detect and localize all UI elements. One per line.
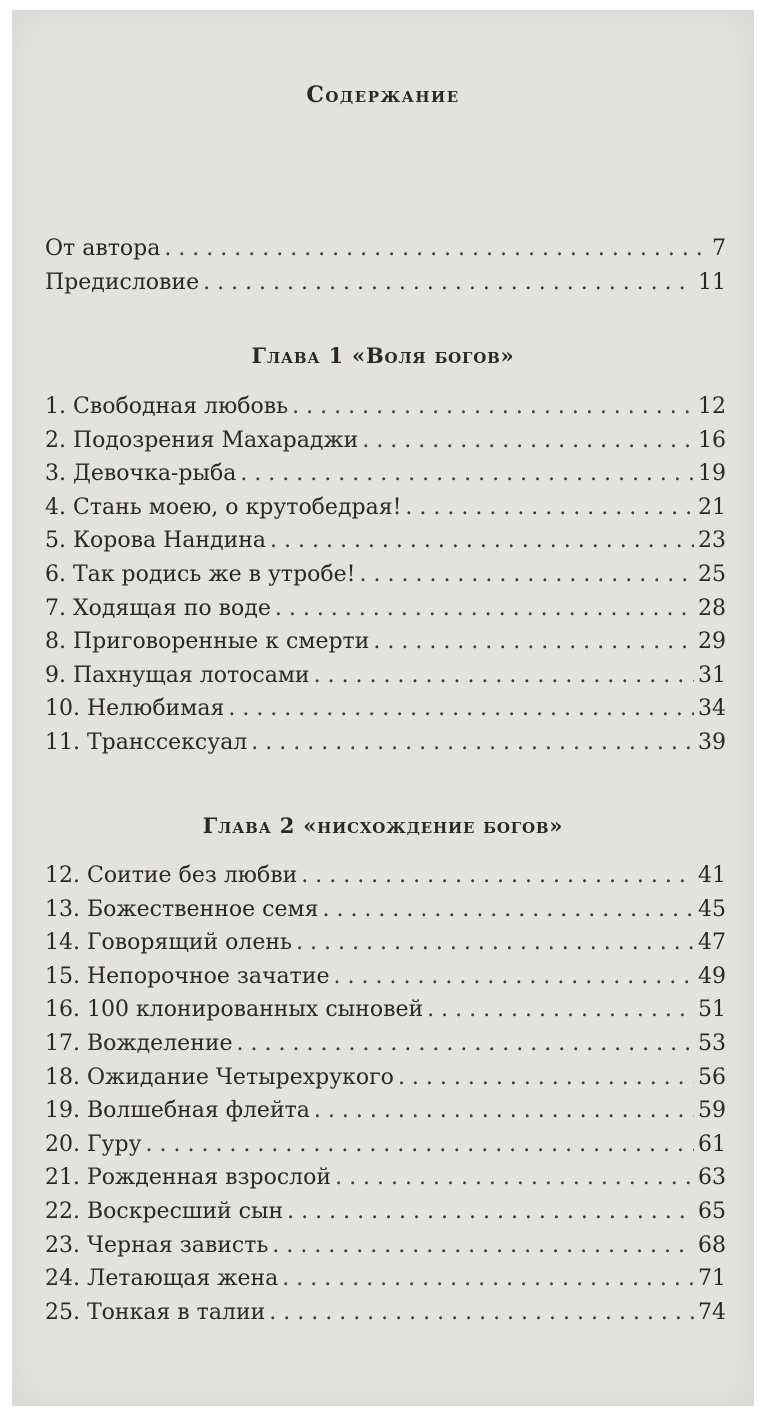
leader-dots [301, 863, 694, 888]
toc-entry [45, 1098, 726, 1132]
toc-entry-label: 4. Стань моею, о крутобедрая! [45, 494, 402, 520]
leader-dots [237, 1031, 694, 1056]
leader-dots [427, 997, 694, 1022]
chapter-2-heading: Глава 2 «нисхождение богов» [202, 813, 564, 838]
toc-entry-label: 14. Говорящий олень [45, 930, 293, 956]
toc-entry [45, 863, 726, 897]
toc-entry [45, 236, 726, 270]
toc-entry [45, 997, 726, 1031]
toc-entry-label: 3. Девочка-рыба [45, 461, 237, 487]
toc-entry-page: 74 [698, 1299, 726, 1325]
toc-entry-page: 49 [698, 963, 726, 989]
toc-entry [45, 1065, 726, 1099]
toc-entry-label: 18. Ожидание Четырехрукого [45, 1064, 394, 1090]
leader-dots [322, 897, 694, 922]
toc-entry [45, 1233, 726, 1267]
leader-dots [251, 730, 694, 755]
leader-dots [296, 930, 694, 955]
toc-entry [45, 629, 726, 663]
toc-entry-label: 15. Непорочное зачатие [45, 963, 330, 989]
leader-dots [287, 1199, 694, 1224]
toc-entry-label: 1. Свободная любовь [45, 394, 289, 419]
toc-entry [45, 1031, 726, 1065]
toc-entry-label: 6. Так родись же в утробе! [45, 561, 356, 587]
toc-entry-label: 22. Воскресший сын [45, 1198, 284, 1224]
chapter-2-list [45, 863, 726, 1333]
toc-entry [45, 1300, 726, 1334]
toc-entry-label: 11. Транссексуал [45, 729, 248, 755]
toc-entry-page: 56 [698, 1064, 726, 1090]
leader-dots [240, 461, 694, 486]
chapter-1-list [45, 394, 726, 764]
toc-entry-page: 28 [698, 595, 726, 621]
leader-dots [335, 1165, 694, 1190]
toc-entry-label: Предисловие [45, 269, 200, 295]
toc-entry-page: 29 [698, 629, 726, 655]
toc-entry-page: 31 [698, 662, 726, 688]
toc-entry [45, 1199, 726, 1233]
toc-entry-label: 17. Вожделение [45, 1030, 233, 1056]
toc-entry [45, 562, 726, 596]
toc-entry-label: 2. Подозрения Махараджи [45, 427, 359, 453]
toc-entry [45, 596, 726, 630]
toc-entry-page: 45 [698, 896, 726, 922]
toc-entry [45, 270, 726, 304]
toc-entry-label: 7. Ходящая по воде [45, 595, 271, 621]
toc-entry [45, 528, 726, 562]
toc-entry [45, 461, 726, 495]
leader-dots [282, 1266, 694, 1291]
toc-entry-label: 25. Тонкая в талии [45, 1299, 266, 1325]
toc-entry-page: 61 [698, 1131, 726, 1157]
front-matter-list [45, 236, 726, 303]
toc-entry [45, 495, 726, 529]
toc-entry-label: 16. 100 клонированных сыновей [45, 997, 424, 1023]
toc-entry [45, 897, 726, 931]
leader-dots [373, 629, 694, 654]
toc-entry-page: 21 [698, 494, 726, 520]
chapter-1-heading: Глава 1 «Воля богов» [251, 343, 515, 368]
leader-dots [334, 964, 694, 989]
toc-entry [45, 1165, 726, 1199]
toc-entry-label: 19. Волшебная флейта [45, 1098, 310, 1124]
toc-entry-page: 65 [698, 1198, 726, 1224]
leader-dots [398, 1065, 694, 1090]
toc-entry-page: 51 [698, 997, 726, 1023]
toc-entry-label: 8. Приговоренные к смерти [45, 629, 370, 655]
leader-dots [292, 394, 694, 419]
toc-entry [45, 663, 726, 697]
toc-entry-page: 41 [698, 863, 726, 888]
leader-dots [362, 428, 694, 453]
toc-entry-page: 34 [698, 696, 726, 722]
toc-entry [45, 428, 726, 462]
page-title: Содержание [306, 82, 460, 108]
toc-entry [45, 930, 726, 964]
book-page [12, 10, 754, 1406]
leader-dots [360, 562, 694, 587]
leader-dots [269, 1300, 694, 1325]
toc-entry-label: От автора [45, 236, 161, 261]
toc-entry-page: 71 [698, 1266, 726, 1292]
toc-entry-page: 68 [698, 1232, 726, 1258]
leader-dots [164, 236, 708, 261]
toc-entry-page: 7 [712, 236, 726, 261]
toc-entry-label: 5. Корова Нандина [45, 528, 267, 554]
toc-entry [45, 394, 726, 428]
toc-entry-label: 20. Гуру [45, 1131, 142, 1157]
toc-entry-label: 13. Божественное семя [45, 896, 319, 922]
toc-entry-page: 59 [698, 1098, 726, 1124]
toc-entry-page: 39 [698, 729, 726, 755]
toc-entry-page: 16 [698, 427, 726, 453]
toc-entry [45, 1132, 726, 1166]
toc-entry [45, 696, 726, 730]
leader-dots [272, 1233, 694, 1258]
leader-dots [228, 696, 694, 721]
leader-dots [146, 1132, 694, 1157]
toc-entry-page: 47 [698, 930, 726, 956]
toc-entry [45, 1266, 726, 1300]
toc-entry-label: 12. Соитие без любви [45, 863, 298, 888]
toc-entry [45, 964, 726, 998]
leader-dots [275, 596, 694, 621]
toc-entry-label: 10. Нелюбимая [45, 696, 225, 722]
toc-entry-page: 11 [698, 269, 726, 295]
leader-dots [203, 270, 694, 295]
toc-entry-page: 23 [698, 528, 726, 554]
toc-entry-page: 12 [698, 394, 726, 419]
toc-entry-page: 53 [698, 1030, 726, 1056]
leader-dots [270, 528, 694, 553]
toc-entry-page: 63 [698, 1165, 726, 1191]
toc-entry-label: 24. Летающая жена [45, 1266, 279, 1292]
leader-dots [405, 495, 694, 520]
toc-entry [45, 730, 726, 764]
toc-entry-page: 25 [698, 561, 726, 587]
leader-dots [314, 663, 694, 688]
toc-entry-page: 19 [698, 461, 726, 487]
toc-entry-label: 23. Черная зависть [45, 1232, 269, 1258]
toc-entry-label: 9. Пахнущая лотосами [45, 662, 310, 688]
leader-dots [314, 1098, 694, 1123]
toc-entry-label: 21. Рожденная взрослой [45, 1165, 332, 1191]
